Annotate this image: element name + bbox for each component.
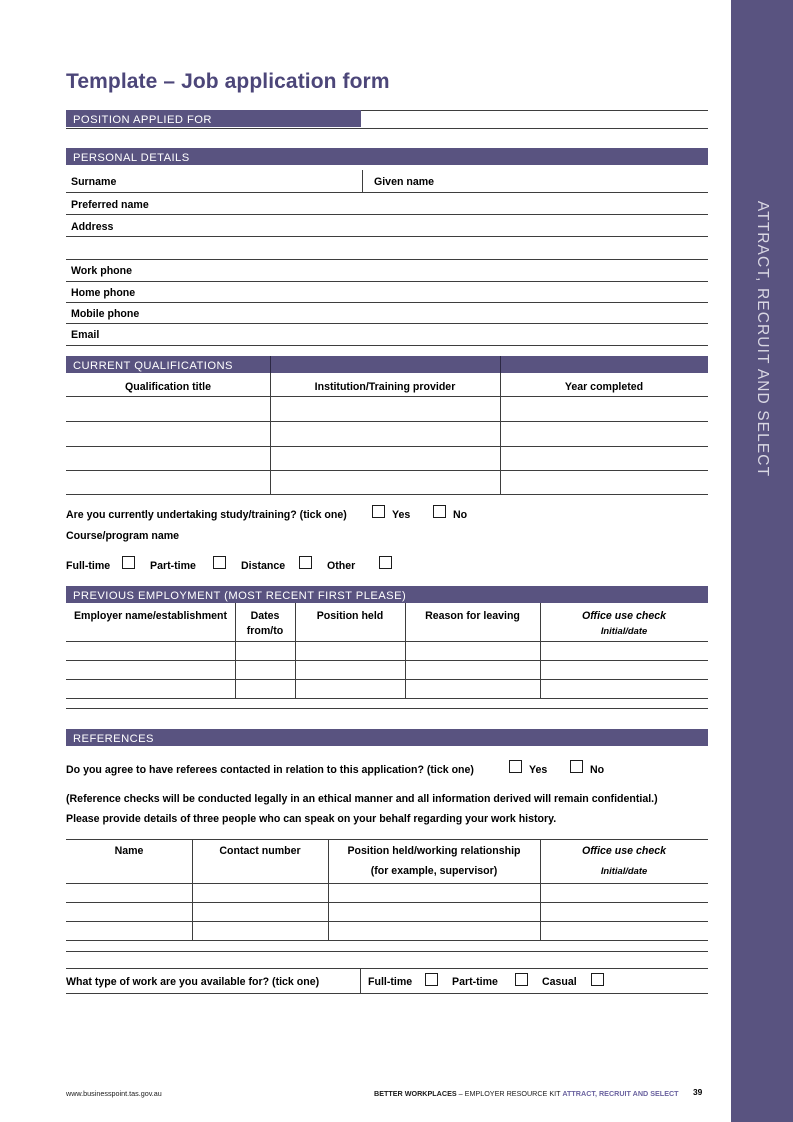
- checkbox-mode-full-time[interactable]: [122, 556, 135, 569]
- references-row-rule-3: [66, 940, 708, 941]
- work-type-divider: [360, 968, 361, 993]
- footer-brand: BETTER WORKPLACES: [374, 1089, 457, 1098]
- qualifications-row-rule-4: [66, 494, 708, 495]
- references-column-office-use: Office use check: [581, 845, 666, 857]
- label-mobile-phone: Mobile phone: [71, 308, 140, 320]
- label-work-type-casual: Casual: [542, 976, 577, 988]
- checkbox-referees-yes[interactable]: [509, 760, 522, 773]
- label-surname: Surname: [71, 176, 117, 188]
- employment-column-employer: Employer name/establishment: [73, 610, 228, 622]
- references-divider-3: [540, 839, 541, 941]
- label-mode-distance: Distance: [241, 560, 286, 572]
- qualifications-column-year: Year completed: [564, 381, 644, 393]
- references-column-contact: Contact number: [219, 845, 301, 857]
- references-column-position-sub: (for example, supervisor): [370, 865, 498, 877]
- employment-column-dates: Dates: [250, 610, 280, 622]
- references-question: Do you agree to have referees contacted in relation to this application? (tick one): [66, 764, 474, 776]
- references-bottom-rule: [66, 951, 708, 952]
- label-work-phone: Work phone: [71, 265, 133, 277]
- employment-header-rule: [66, 641, 708, 642]
- label-email: Email: [71, 329, 100, 341]
- employment-divider-1: [235, 603, 236, 698]
- label-work-type-full-time: Full-time: [368, 976, 413, 988]
- employment-bottom-rule: [66, 708, 708, 709]
- label-address: Address: [71, 221, 114, 233]
- qualifications-column-institution: Institution/Training provider: [314, 381, 456, 393]
- checkbox-work-type-full-time[interactable]: [425, 973, 438, 986]
- checkbox-study-yes[interactable]: [372, 505, 385, 518]
- row-line-preferred-name: [66, 214, 708, 215]
- position-applied-top-rule: [361, 110, 708, 111]
- employment-column-office-use: Office use check: [581, 610, 666, 622]
- qualifications-body-divider-1: [270, 373, 271, 494]
- references-row-rule-1: [66, 902, 708, 903]
- section-header-personal-details: PERSONAL DETAILS: [66, 148, 708, 165]
- row-line-address-2: [66, 259, 708, 260]
- employment-divider-3: [405, 603, 406, 698]
- footer-url: www.businesspoint.tas.gov.au: [66, 1089, 162, 1098]
- section-header-references: REFERENCES: [66, 729, 708, 746]
- qualifications-header-divider-2: [500, 356, 501, 373]
- checkbox-mode-part-time[interactable]: [213, 556, 226, 569]
- references-column-position: Position held/working relationship: [347, 845, 521, 857]
- references-divider-2: [328, 839, 329, 941]
- employment-divider-4: [540, 603, 541, 698]
- personal-details-divider: [362, 170, 363, 192]
- references-divider-1: [192, 839, 193, 941]
- work-type-question: What type of work are you available for? (tick one): [66, 976, 320, 988]
- row-line-email: [66, 345, 708, 346]
- label-course-program-name: Course/program name: [66, 530, 180, 542]
- side-tab-label: ATTRACT, RECRUIT AND SELECT: [754, 200, 771, 478]
- references-column-office-use-sub: Initial/date: [600, 865, 648, 876]
- checkbox-referees-no[interactable]: [570, 760, 583, 773]
- employment-column-dates-sub: from/to: [246, 625, 284, 637]
- section-header-position-applied: POSITION APPLIED FOR: [66, 110, 361, 127]
- references-row-rule-2: [66, 921, 708, 922]
- side-tab: [731, 0, 793, 1122]
- qualifications-column-title: Qualification title: [125, 381, 211, 393]
- qualifications-header-divider-1: [270, 356, 271, 373]
- footer-accent: ATTRACT, RECRUIT AND SELECT: [562, 1089, 679, 1098]
- label-mode-full-time: Full-time: [66, 560, 111, 572]
- work-type-top-rule: [66, 968, 708, 969]
- employment-row-rule-1: [66, 660, 708, 661]
- study-question: Are you currently undertaking study/training? (tick one): [66, 509, 347, 521]
- page-title: Template – Job application form: [66, 70, 390, 93]
- references-header-rule: [66, 883, 708, 884]
- label-home-phone: Home phone: [71, 287, 136, 299]
- section-header-previous-employment: PREVIOUS EMPLOYMENT (MOST RECENT FIRST PLEASE): [66, 586, 708, 603]
- label-study-yes: Yes: [392, 509, 411, 521]
- work-type-bottom-rule: [66, 993, 708, 994]
- qualifications-body-divider-2: [500, 373, 501, 494]
- qualifications-row-rule-3: [66, 470, 708, 471]
- employment-column-reason: Reason for leaving: [425, 610, 520, 622]
- references-column-name: Name: [114, 845, 144, 857]
- employment-divider-2: [295, 603, 296, 698]
- footer-publication: [374, 1089, 679, 1098]
- checkbox-work-type-part-time[interactable]: [515, 973, 528, 986]
- row-line-mobile-phone: [66, 323, 708, 324]
- row-line-work-phone: [66, 281, 708, 282]
- qualifications-header-rule: [66, 396, 708, 397]
- footer-page-number: 39: [693, 1087, 703, 1097]
- label-mode-other: Other: [327, 560, 356, 572]
- checkbox-mode-distance[interactable]: [299, 556, 312, 569]
- qualifications-row-rule-2: [66, 446, 708, 447]
- footer-middle: – EMPLOYER RESOURCE KIT: [456, 1089, 563, 1098]
- section-header-qualifications: CURRENT QUALIFICATIONS: [66, 356, 708, 373]
- checkbox-mode-other[interactable]: [379, 556, 392, 569]
- employment-row-rule-3: [66, 698, 708, 699]
- label-preferred-name: Preferred name: [71, 199, 149, 211]
- checkbox-study-no[interactable]: [433, 505, 446, 518]
- label-study-no: No: [453, 509, 468, 521]
- employment-column-office-use-sub: Initial/date: [600, 625, 648, 636]
- references-table-top-rule: [66, 839, 708, 840]
- label-work-type-part-time: Part-time: [452, 976, 498, 988]
- row-line-home-phone: [66, 302, 708, 303]
- checkbox-work-type-casual[interactable]: [591, 973, 604, 986]
- references-note-line-1: (Reference checks will be conducted legally in an ethical manner and all information derived will remain confidential.): [66, 793, 658, 805]
- employment-column-position: Position held: [316, 610, 384, 622]
- references-note-line-2: Please provide details of three people who can speak on your behalf regarding your work history.: [66, 813, 557, 825]
- row-line-address-1: [66, 236, 708, 237]
- employment-row-rule-2: [66, 679, 708, 680]
- label-given-name: Given name: [374, 176, 435, 188]
- qualifications-row-rule-1: [66, 421, 708, 422]
- row-line-surname: [66, 192, 708, 193]
- label-mode-part-time: Part-time: [150, 560, 196, 572]
- label-referees-yes: Yes: [529, 764, 548, 776]
- position-applied-field-line: [66, 128, 708, 129]
- label-referees-no: No: [590, 764, 605, 776]
